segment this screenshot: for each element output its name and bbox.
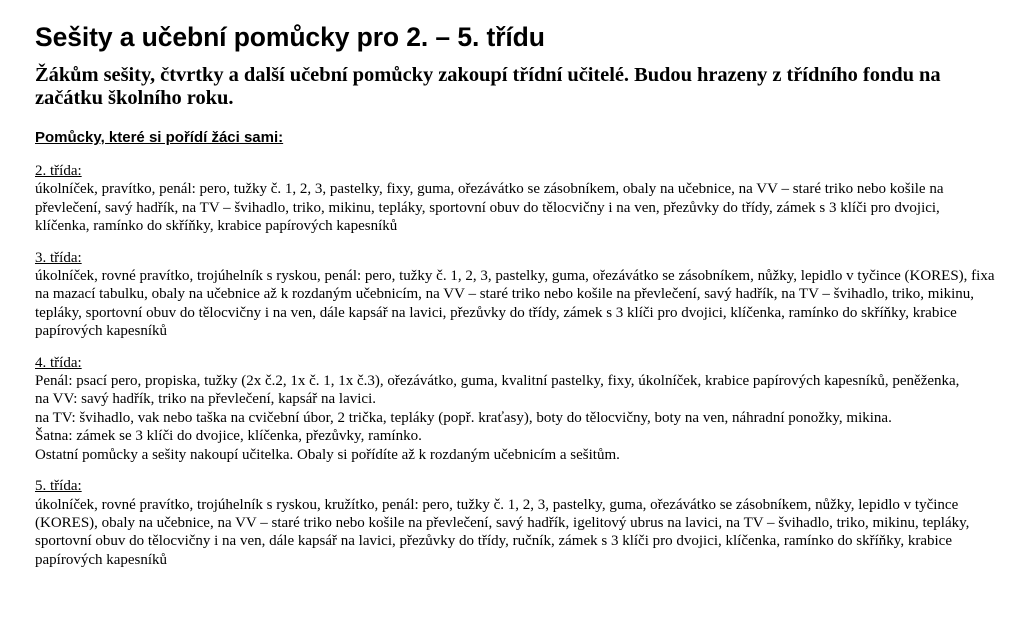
grade-4-title: 4. třída: xyxy=(35,354,82,371)
lead-paragraph: Žákům sešity, čtvrtky a další učební pomůcky zakoupí třídní učitelé. Budou hrazeny z třídního fondu na začátku školního roku. xyxy=(35,64,941,109)
grade-3-title: 3. třída: xyxy=(35,249,82,266)
page-title: Sešity a učební pomůcky pro 2. – 5. třídu xyxy=(35,22,545,52)
grade-4-vv: na VV: savý hadřík, triko na převlečení, kapsář na lavici. xyxy=(35,391,376,408)
grade-5-title: 5. třída: xyxy=(35,478,82,495)
grade-3-section xyxy=(35,249,995,341)
grade-4-penal: Penál: psací pero, propiska, tužky (2x č.2, 1x č. 1, 1x č.3), ořezávátko, guma, kvalitní pastelky, fixy, úkolníček, krabice papírových kapesníků, peněženka, xyxy=(35,373,960,390)
document-page xyxy=(35,22,995,569)
grade-4-section xyxy=(35,354,995,464)
grade-2-items: úkolníček, pravítko, penál: pero, tužky č. 1, 2, 3, pastelky, fixy, guma, ořezávátko se zásobníkem, obaly na učebnice, na VV – staré triko nebo košile na převlečení, savý hadřík, na TV – švihadlo, triko, mikinu, tepláky, sportovní obuv do tělocvičny i na ven, přezůvky do třídy, zámek s 3 klíči pro dvojici, klíčenka, ramínko do skříňky, krabice papírových kapesníků xyxy=(35,181,944,235)
grade-5-section xyxy=(35,477,995,569)
grade-2-section xyxy=(35,162,995,236)
grade-4-note: Ostatní pomůcky a sešity nakoupí učitelka. Obaly si pořídíte až k rozdaným učebnicím a sešitům. xyxy=(35,446,620,463)
grade-4-tv: na TV: švihadlo, vak nebo taška na cvičební úbor, 2 trička, tepláky (popř. kraťasy), boty do tělocvičny, boty na ven, náhradní ponožky, mikina. xyxy=(35,409,892,426)
grade-4-satna: Šatna: zámek se 3 klíči do dvojice, klíčenka, přezůvky, ramínko. xyxy=(35,428,422,445)
grade-5-items: úkolníček, rovné pravítko, trojúhelník s ryskou, kružítko, penál: pero, tužky č. 1, 2, 3, pastelky, guma, ořezávátko se zásobníkem, nůžky, lepidlo v tyčince (KORES), obaly na učebnice, na VV – staré triko nebo košile na převlečení, savý hadřík, igelitový ubrus na lavici, na TV – švihadlo, triko, mikinu, tepláky, sportovní obuv do tělocvičny i na ven, dále kapsář na lavici, přezůvky do třídy, ručník, zámek s 3 klíči pro dvojici, klíčenka, ramínko do skříňky, krabice papírových kapesníků xyxy=(35,496,970,568)
grade-2-title: 2. třída: xyxy=(35,163,82,179)
grade-3-items: úkolníček, rovné pravítko, trojúhelník s ryskou, penál: pero, tužky č. 1, 2, 3, pastelky, guma, ořezávátko se zásobníkem, nůžky, lepidlo v tyčince (KORES), fixa na mazací tabulku, obaly na učebnice až k rozdaným učebnicím, na VV – staré triko nebo košile na převlečení, savý hadřík, na TV – švihadlo, triko, mikinu, tepláky, sportovní obuv do tělocvičny i na ven, dále kapsář na lavici, přezůvky do třídy, zámek s 3 klíči pro dvojici, klíčenka, ramínko do skříňky, krabice papírových kapesníků xyxy=(35,268,995,340)
section-heading: Pomůcky, které si pořídí žáci sami: xyxy=(35,129,284,146)
